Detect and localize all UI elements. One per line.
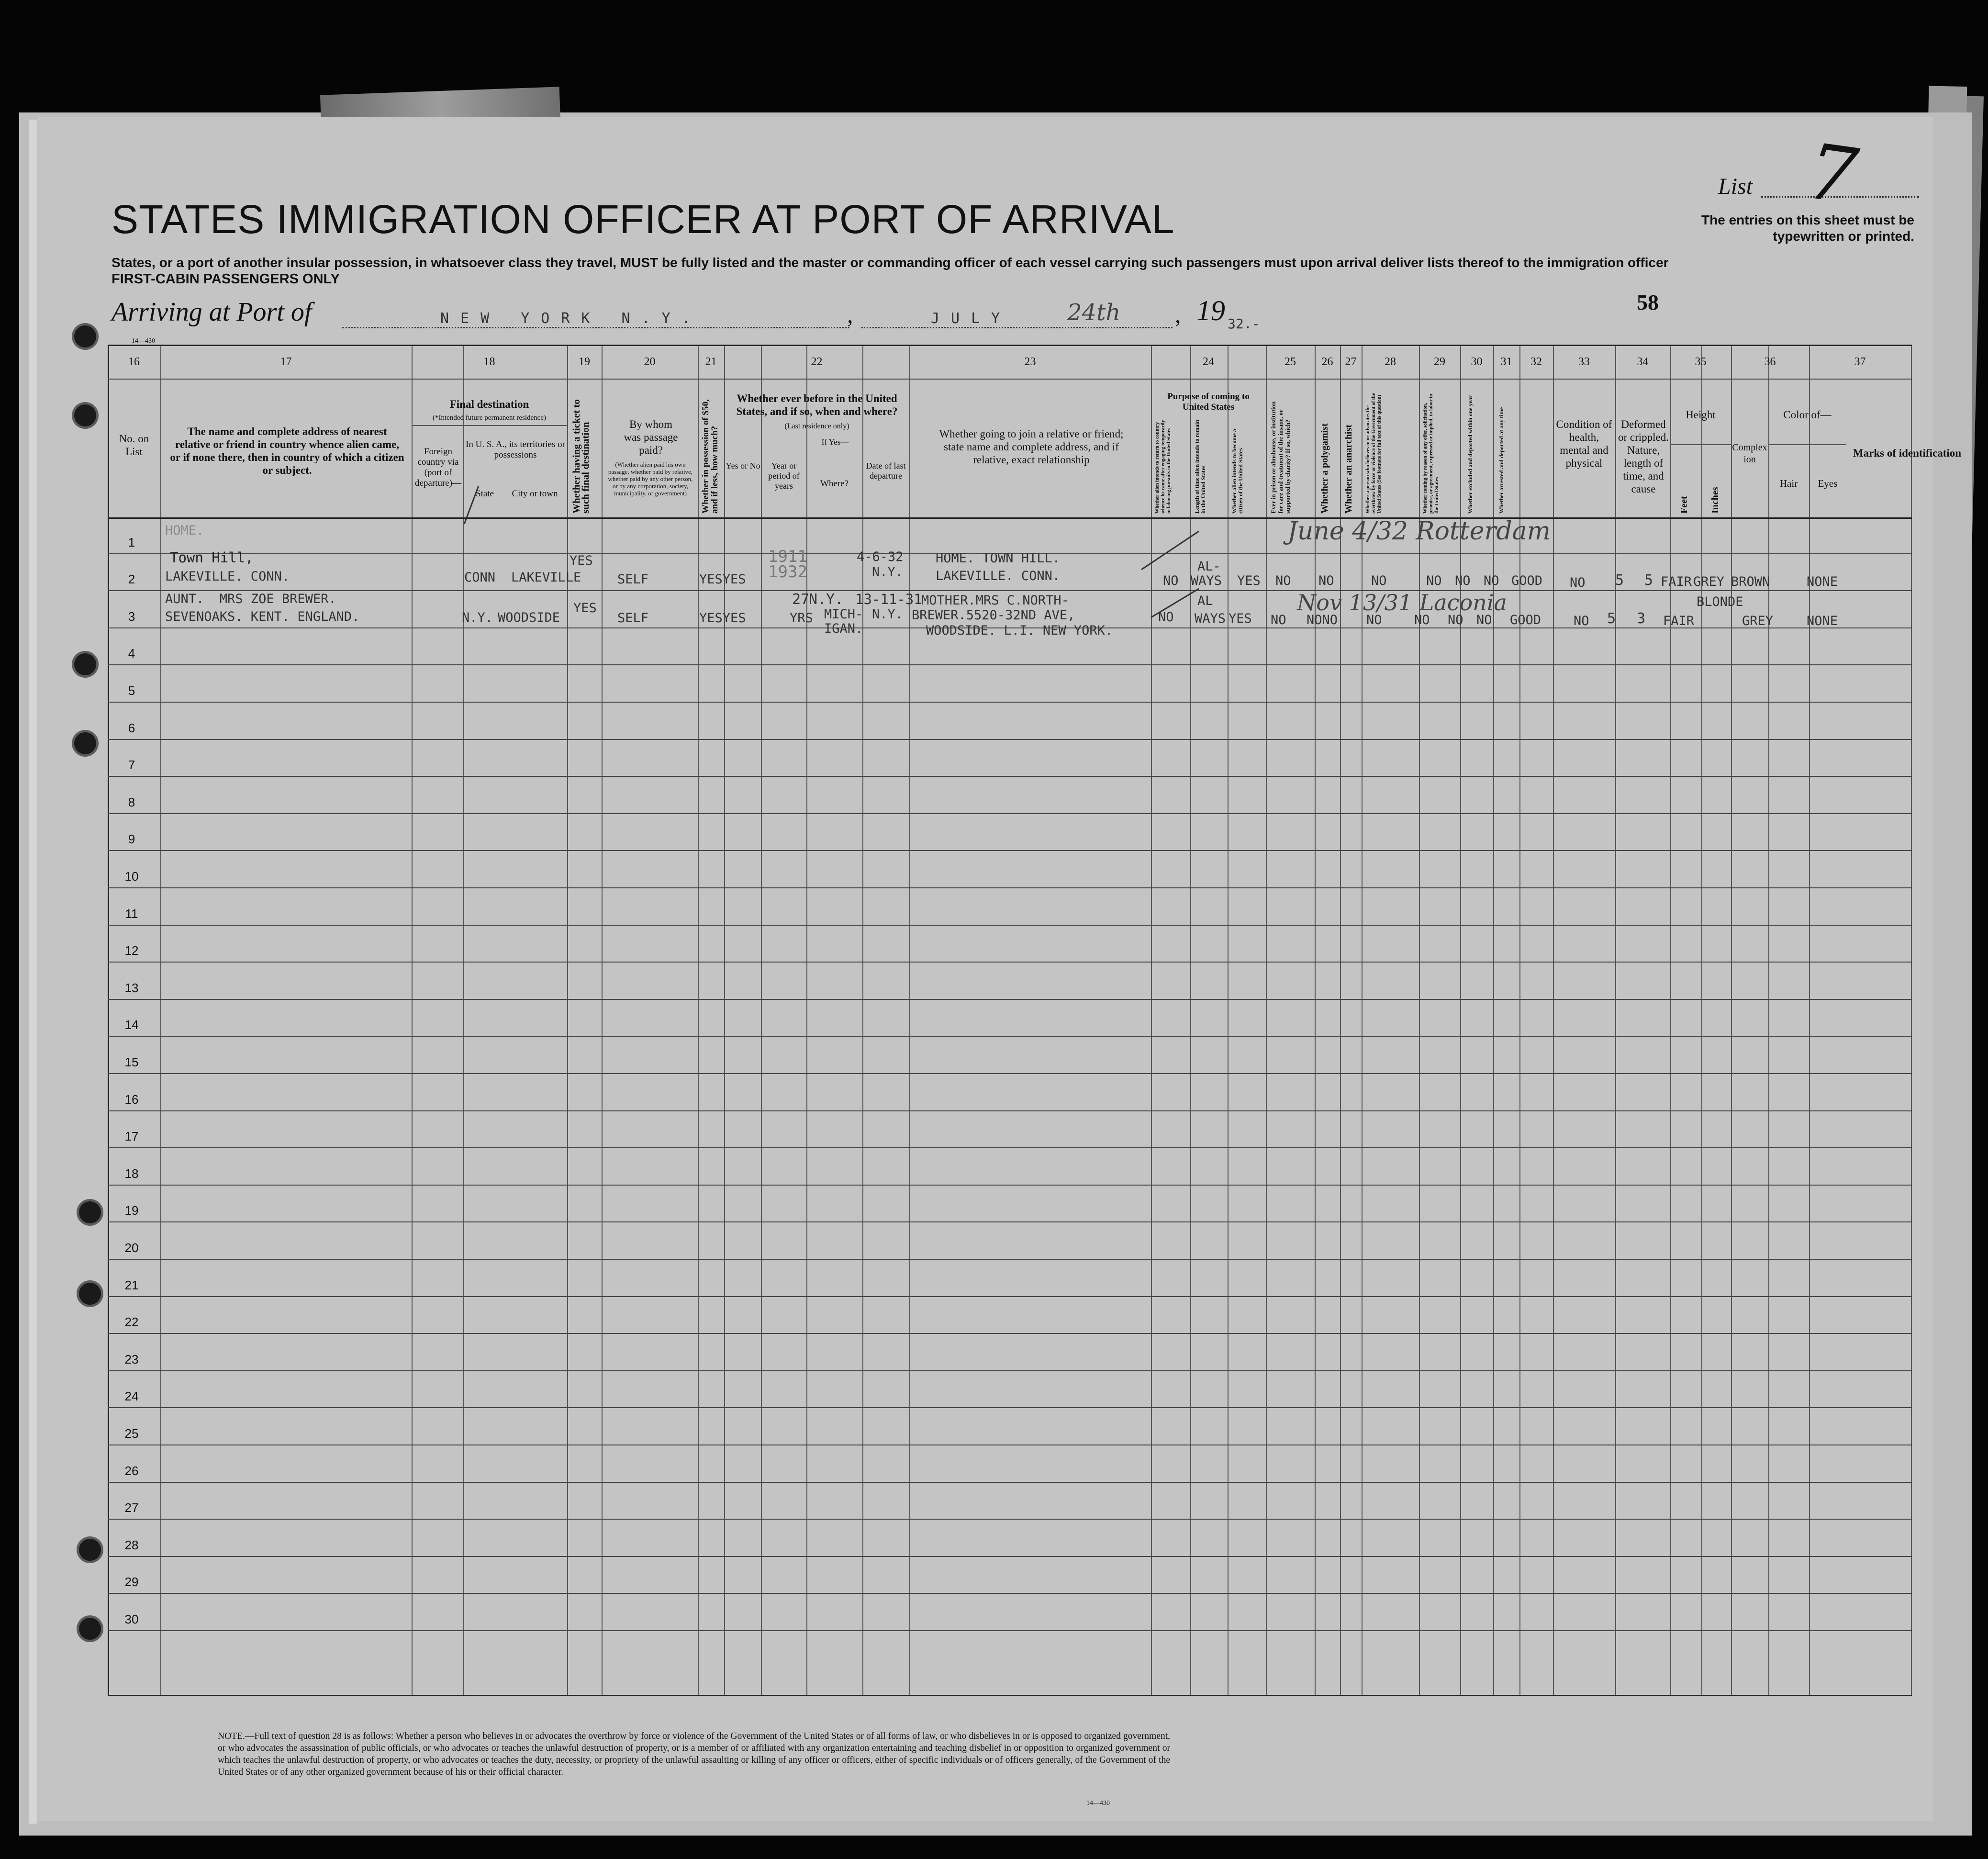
col-line [160, 346, 161, 1695]
footnote-code: 14—430 [1086, 1800, 1110, 1807]
day-value: 24th [1067, 299, 1121, 326]
col-line [567, 346, 568, 1695]
entry1-deformed: NO [1570, 575, 1586, 590]
row-rule [108, 962, 1912, 963]
row-rule [108, 887, 1912, 888]
month-value: JULY [931, 310, 1012, 327]
binder-hole [74, 325, 96, 347]
entry1-city: LAKEVILLE [511, 570, 581, 585]
entry2-departure-l1: 13-11-31 [855, 591, 922, 607]
entry2-purpose-a: NO [1158, 610, 1174, 625]
col-line [1670, 346, 1671, 1695]
header-date-departure: Date of last departure [866, 461, 906, 481]
col-number-rule [108, 379, 1912, 380]
col-number: 19 [579, 356, 590, 368]
col-number: 32 [1530, 356, 1542, 368]
footnote-q28: NOTE.—Full text of question 28 is as follows: Whether a person who believes in or advocates the overthrow by force or violence of the Government of the United States or of all forms of law, or who disbelieves in or is opposed to organized government, or who advocates the assassination of public officials, or who advocates or teaches the unlawful destruction of property, or is a member of or affiliated with any organization entertaining and teaching disbelief in or opposition to organized government or which teaches the unlawful destruction of property, or who advocates or teaches the duty, necessity, or propriety of the unlawful assaulting or killing of any officer or officers, either of specific individuals or of officers generally, of the Government of the United States or of any other organized government because of his or their official character. [218, 1731, 1170, 1777]
row-rule [108, 1073, 1912, 1074]
row-number: 12 [124, 943, 139, 958]
entry2-feet: 5 [1607, 610, 1616, 627]
port-value: NEW YORK N.Y. [440, 310, 702, 327]
header-health: Condition of health, mental and physical [1556, 418, 1612, 469]
col-line [698, 346, 699, 1695]
entry2-ticket: YES [573, 601, 597, 616]
col-line [1809, 346, 1810, 1695]
form-class-label: FIRST-CABIN PASSENGERS ONLY [112, 271, 340, 287]
row-rule [108, 664, 1912, 665]
header-if-yes: If Yes— [821, 437, 849, 447]
header-purpose-return: Whether alien intends to return to country whence he came after engaging temporarily in laboring pursuits in the United States [1155, 420, 1172, 514]
col-line [1615, 346, 1616, 1695]
col-line [1911, 346, 1912, 1695]
year-prefix: 19 [1196, 295, 1225, 326]
entry2-relative-line2: SEVENOAKS. KENT. ENGLAND. [165, 609, 360, 624]
row-number: 2 [128, 572, 135, 587]
entry2-purpose-c: YES [1229, 611, 1252, 626]
entry2-where-l2: MICH- [824, 607, 863, 622]
col-line [1362, 346, 1363, 1695]
entry1-purpose-a: NO [1163, 573, 1179, 588]
col-number: 23 [1024, 356, 1036, 368]
row-rule [108, 999, 1912, 1000]
row-number: 23 [124, 1352, 139, 1366]
row-number: 4 [128, 646, 135, 661]
entry1-departure-l1: 4-6-32 [857, 549, 904, 564]
header-yes-or-no: Yes or No [726, 461, 760, 470]
row-rule [108, 1370, 1912, 1371]
header-purpose-length: Length of time alien intends to remain in the United States [1194, 420, 1206, 514]
entry2-purpose-b-l1: AL [1197, 594, 1213, 608]
entry2-where-l3: IGAN. [824, 621, 863, 636]
header-deformed: Deformed or crippled. Nature, length of time, and cause [1618, 418, 1669, 495]
row-rule [108, 850, 1912, 851]
header-no-on-list: No. on List [119, 433, 149, 458]
header-feet: Feet [1679, 496, 1689, 514]
paper-edge [29, 120, 37, 1824]
col-number: 30 [1471, 356, 1483, 368]
col-line [602, 346, 603, 1695]
row-number: 6 [128, 720, 135, 735]
col-number: 22 [811, 356, 823, 368]
row-rule [108, 1519, 1912, 1520]
col-line [1701, 346, 1702, 1695]
subcol-line [1768, 444, 1846, 446]
row-rule [108, 590, 1912, 591]
entry1-years-l1: 1911 [768, 547, 807, 566]
header-ticket: Whether having a ticket to such final destination [570, 399, 591, 514]
form-subtitle: States, or a port of another insular possession, in whatsoever class they travel, MUST be fully listed and the master or commanding officer of each vessel carrying such passengers must upon arrival deliver lists thereof to the immigration officer [112, 255, 1669, 270]
entry2-deformed: NO [1574, 614, 1589, 628]
entry2-inches: 3 [1637, 610, 1646, 627]
header-final-destination: Final destination [449, 398, 529, 410]
tick-mark [1149, 586, 1201, 620]
row-number: 17 [124, 1129, 139, 1144]
header-purpose-citizen: Whether alien intends to become a citizen of the United States [1231, 429, 1244, 514]
entry2-handwritten-note: Nov 13/31 Laconia [1297, 590, 1507, 616]
entry2-eyes: GREY [1742, 614, 1774, 628]
col-number: 21 [705, 356, 717, 368]
col-line [412, 346, 413, 1695]
header-state: State [476, 489, 494, 499]
entry1-q29: NO [1426, 573, 1442, 588]
entry2-q25: NO [1271, 613, 1286, 627]
entry2-health: GOOD [1510, 613, 1541, 627]
entry1-inches: 5 [1644, 572, 1653, 589]
entry1-state: CONN [464, 570, 496, 585]
entry2-years-l2: YRS [790, 611, 813, 626]
binder-hole [79, 1201, 101, 1223]
row-rule [108, 1036, 1912, 1037]
port-line [342, 327, 849, 328]
entry2-hair: BLONDE [1697, 594, 1743, 609]
header-years: Year or period of years [768, 461, 800, 491]
header-inches: Inches [1710, 487, 1720, 514]
entry2-years-l1: 27 [792, 591, 810, 608]
row-rule [108, 1407, 1912, 1408]
col-line [909, 346, 910, 1695]
row-number: 15 [124, 1055, 139, 1069]
row-rule [108, 1556, 1912, 1557]
subcol-line [1670, 444, 1731, 446]
entry1-fifty: YESYES [699, 572, 746, 587]
row-number: 29 [124, 1575, 139, 1590]
row-rule [108, 1593, 1912, 1594]
entry1-q25: NO [1275, 573, 1291, 588]
entry1-joining-l1: HOME. TOWN HILL. [936, 551, 1061, 566]
col-line [1519, 346, 1520, 1695]
header-passage-paid: By whom was passage paid? [624, 418, 678, 456]
row-number: 16 [124, 1092, 139, 1107]
row-number: 30 [124, 1612, 139, 1626]
col-line [1340, 346, 1341, 1695]
entry1-years-l2: 1932 [768, 562, 807, 582]
col-line [1553, 346, 1554, 1695]
header-overthrow: Whether a person who believes in or advocates the overthrow by force or violence of the Government of the United States (See footnote for full text of this question) [1365, 393, 1382, 514]
col-number: 20 [644, 356, 656, 368]
entry1-purpose-b-l2: WAYS [1191, 573, 1222, 588]
row-number: 20 [124, 1241, 139, 1255]
col-number: 31 [1500, 356, 1512, 368]
col-line [761, 346, 762, 1695]
header-last-residence: (Last residence only) [784, 422, 849, 430]
entry2-relative-line1: AUNT. MRS ZOE BREWER. [165, 592, 336, 606]
row-number: 14 [124, 1018, 139, 1032]
row-number: 25 [124, 1426, 139, 1441]
entry1-joining-l2: LAKEVILLE. CONN. [936, 569, 1061, 583]
col-number: 36 [1764, 356, 1776, 368]
entry1-relative-line3: LAKEVILLE. CONN. [165, 569, 290, 584]
col-number: 33 [1578, 356, 1590, 368]
row-number: 18 [124, 1166, 139, 1181]
entry1-eyes: BROWN [1731, 574, 1770, 589]
entry1-marks: NONE [1807, 574, 1838, 589]
form-code: 14—430 [132, 337, 155, 345]
entry2-joining-l3: WOODSIDE. L.I. NEW YORK. [926, 623, 1113, 638]
list-number: 7 [1802, 126, 1863, 222]
entry1-hair: GREY [1693, 574, 1725, 589]
entry1-relative-line1: HOME. [165, 523, 204, 538]
header-height: Height [1686, 409, 1716, 421]
row-rule [108, 1259, 1912, 1260]
row-number: 3 [128, 609, 135, 624]
header-ever-before: Whether ever before in the United States, and if so, when and where? [736, 392, 898, 417]
col-number: 29 [1434, 356, 1445, 368]
row-rule [108, 1630, 1912, 1631]
entry1-departure-l2: N.Y. [872, 565, 904, 580]
year-suffix: 32.- [1228, 316, 1260, 332]
entry2-city: WOODSIDE [498, 610, 560, 625]
row-rule [108, 1482, 1912, 1483]
entry2-q26-27: NONO [1307, 613, 1338, 627]
row-number: 21 [124, 1277, 139, 1292]
col-line [862, 346, 863, 1695]
header-fifty-dollars: Whether in possession of $50, and if less, how much? [701, 399, 720, 514]
header-complexion: Complexion [1732, 442, 1767, 465]
comma: , [847, 301, 853, 328]
entry2-q29: NO [1414, 613, 1430, 627]
header-eyes: Eyes [1818, 478, 1838, 489]
entry2-state: N.Y. [462, 610, 493, 625]
entry1-complexion: FAIR [1661, 574, 1692, 589]
col-line [1460, 346, 1461, 1695]
header-going-to-join: Whether going to join a relative or friend; state name and complete address, and if relative, exact relationship [939, 428, 1124, 466]
row-rule [108, 1147, 1912, 1148]
entry2-marks: NONE [1807, 614, 1838, 628]
header-rule [108, 517, 1912, 519]
entry1-q30: NO [1455, 573, 1471, 588]
entry2-fifty: YESYES [699, 611, 746, 626]
entry2-joining-l1: MOTHER.MRS C.NORTH- [921, 593, 1069, 608]
header-relative-address: The name and complete address of nearest relative or friend in country whence alien came, or if none there, then in country of which a citizen or subject. [170, 426, 404, 476]
header-in-usa: In U. S. A., its territories or possessions [466, 439, 565, 460]
form-title: STATES IMMIGRATION OFFICER AT PORT OF ARRIVAL [112, 197, 1175, 242]
col-line [1493, 346, 1494, 1695]
row-number: 9 [128, 832, 135, 847]
entry2-q31: NO [1476, 613, 1492, 627]
header-arrested: Whether arrested and deported at any time [1498, 407, 1505, 514]
entry2-q30: NO [1448, 613, 1463, 627]
binder-hole [74, 404, 96, 426]
entry1-q28: NO [1371, 573, 1387, 588]
row-rule [108, 702, 1912, 703]
row-number: 8 [128, 795, 135, 809]
row-rule [108, 1185, 1912, 1186]
list-label: List [1718, 174, 1753, 199]
col-line [1731, 346, 1732, 1695]
page-number: 58 [1637, 290, 1659, 314]
header-hair: Hair [1779, 478, 1798, 489]
col-number: 37 [1854, 356, 1866, 368]
col-number: 27 [1345, 356, 1357, 368]
binder-hole [79, 1283, 101, 1305]
row-rule [108, 1110, 1912, 1111]
col-line [1228, 346, 1229, 1695]
row-rule [108, 1296, 1912, 1297]
binder-hole [74, 653, 96, 675]
col-line [463, 346, 464, 1695]
col-number: 24 [1203, 356, 1214, 368]
col-line [1266, 346, 1267, 1695]
entry1-relative-line2: Town Hill, [170, 549, 254, 566]
col-number: 25 [1284, 356, 1296, 368]
entry2-paid-by: SELF [617, 611, 649, 626]
entries-instruction: The entries on this sheet must be typewritten or printed. [1701, 213, 1914, 244]
col-number: 17 [280, 356, 292, 368]
entry1-purpose-b-l1: AL- [1197, 559, 1221, 574]
header-prison: Ever in prison or almshouse, or institution for care and treatment of the insane, or supported by charity? If so, which? [1270, 401, 1291, 514]
subcol-line [412, 425, 567, 427]
header-polygamist: Whether a polygamist [1319, 423, 1330, 514]
header-marks: Marks of identification [1853, 447, 1962, 459]
row-number: 10 [124, 869, 139, 884]
col-line [1419, 346, 1420, 1695]
entry2-q28: NO [1366, 613, 1382, 627]
entry2-complexion: FAIR [1663, 614, 1695, 628]
tick-mark [1139, 529, 1201, 572]
row-number: 28 [124, 1537, 139, 1552]
entry1-q26-27: NO [1318, 573, 1334, 588]
row-rule [108, 925, 1912, 926]
entry2-departure-l2: N.Y. [872, 607, 904, 622]
row-number: 27 [124, 1501, 139, 1515]
col-line [1768, 346, 1769, 1695]
row-number: 19 [124, 1203, 139, 1218]
entry2-joining-l2: BREWER.5520-32ND AVE, [912, 608, 1075, 623]
row-number: 7 [128, 758, 135, 773]
col-number: 18 [483, 356, 495, 368]
header-final-destination-sub: (*Intended future permanent residence) [433, 414, 546, 422]
binder-hole [79, 1618, 101, 1640]
header-foreign-country: Foreign country via (port of departure)— [414, 447, 462, 488]
entry1-health: GOOD [1511, 573, 1543, 588]
row-number: 24 [124, 1389, 139, 1404]
header-excluded: Whether excluded and deported within one year [1467, 395, 1474, 514]
header-purpose: Purpose of coming to United States [1167, 392, 1250, 412]
col-number: 34 [1637, 356, 1649, 368]
entry1-handwritten-note: June 4/32 Rotterdam [1287, 517, 1551, 546]
row-rule [108, 813, 1912, 814]
entry2-where-l1: N.Y. [809, 591, 844, 608]
tick-mark [462, 483, 481, 526]
entry1-purpose-c: YES [1237, 573, 1261, 588]
binder-hole [74, 732, 96, 754]
entry1-q31: NO [1484, 573, 1499, 588]
col-number: 28 [1385, 356, 1396, 368]
row-number: 11 [125, 906, 138, 921]
comma: , [1175, 301, 1181, 328]
row-number: 26 [124, 1463, 139, 1478]
entry1-paid-by: SELF [617, 572, 649, 587]
row-rule [108, 776, 1912, 777]
header-color-of: Color of— [1783, 409, 1832, 421]
manifest-table [108, 345, 1962, 1696]
header-passage-paid-sub: (Whether alien paid his own passage, whether paid by relative, whether paid by any other person, or by any corporation, society, municipality, or government) [608, 461, 693, 497]
header-anarchist: Whether an anarchist [1343, 425, 1354, 514]
entry1-feet: 5 [1615, 572, 1624, 589]
row-number: 22 [124, 1315, 139, 1330]
col-line [1315, 346, 1316, 1695]
col-line [724, 346, 725, 1695]
entry1-ticket: YES [570, 553, 593, 568]
row-rule [108, 1221, 1912, 1222]
col-number: 35 [1695, 356, 1707, 368]
header-where: Where? [820, 479, 849, 489]
row-number: 5 [128, 683, 135, 698]
row-number: 1 [128, 535, 135, 549]
row-rule [108, 1333, 1912, 1334]
row-number: 13 [124, 980, 139, 995]
header-labor-offer: Whether coming by reason of any offer, solicitation, promise, or agreement, expressed or implied, to labor in the United States [1423, 394, 1440, 514]
col-number: 26 [1321, 356, 1333, 368]
col-number: 16 [128, 356, 140, 368]
date-line [861, 327, 1173, 328]
arriving-label: Arriving at Port of [112, 297, 312, 327]
entry2-purpose-b-l2: WAYS [1195, 611, 1226, 626]
header-city: City or town [512, 489, 558, 499]
binder-hole [79, 1539, 101, 1561]
row-rule [108, 739, 1912, 740]
